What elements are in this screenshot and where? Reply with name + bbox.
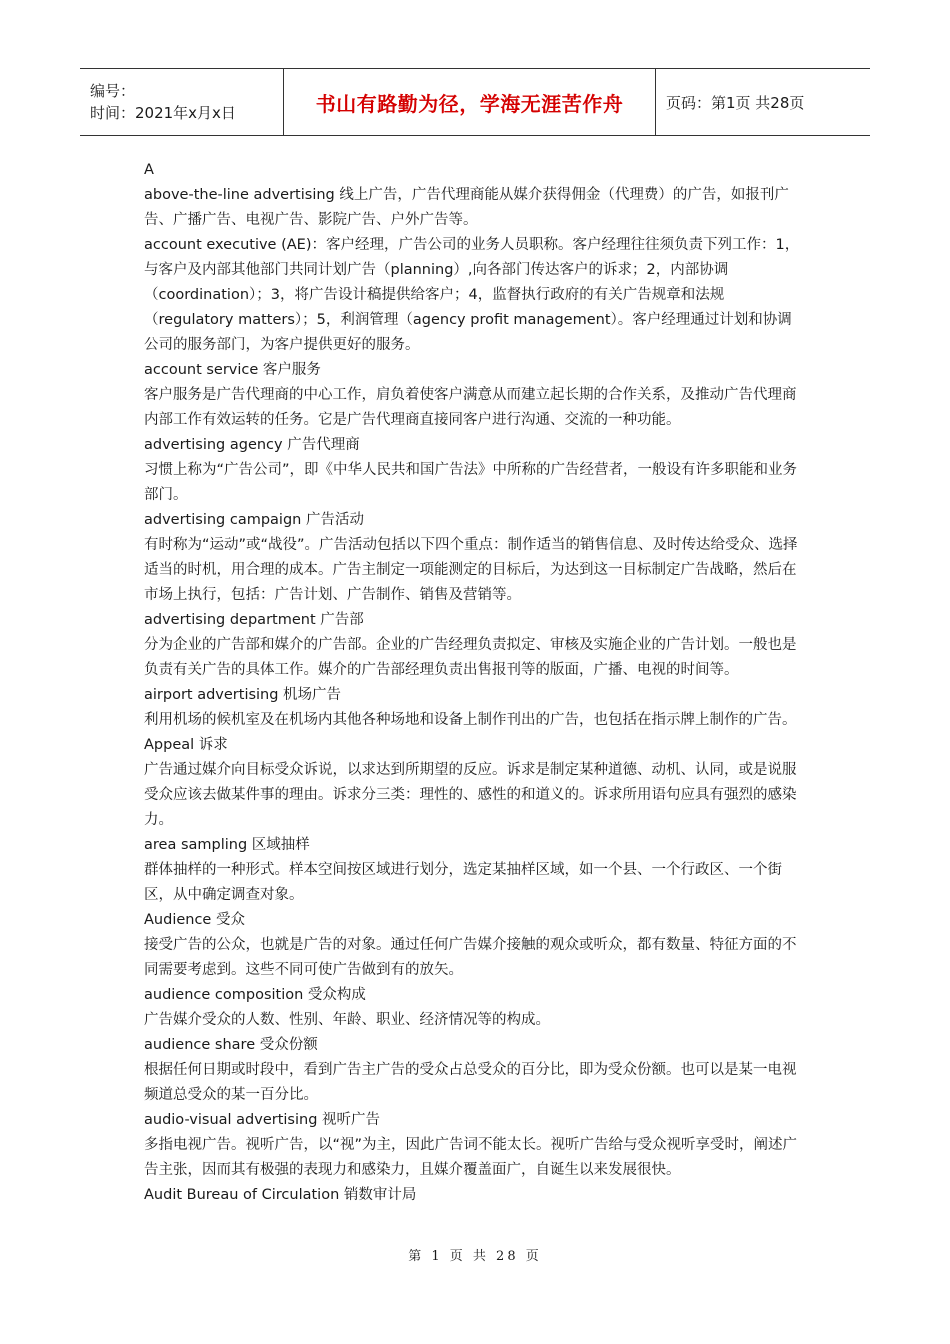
glossary-entry: 分为企业的广告部和媒介的广告部。企业的广告经理负责拟定、审核及实施企业的广告计划。一般也是负责有关广告的具体工作。媒介的广告部经理负责出售报刊等的版面，广播、电视的时间等。 xyxy=(144,637,797,678)
glossary-entry: airport advertising 机场广告 xyxy=(144,687,342,703)
glossary-entry: audio-visual advertising 视听广告 xyxy=(144,1112,381,1128)
header-page-info: 页码：第1页 共28页 xyxy=(666,93,805,112)
document-date-label: 时间：2021年x月x日 xyxy=(90,104,236,122)
glossary-entry: Appeal 诉求 xyxy=(144,737,228,753)
glossary-entry: Audit Bureau of Circulation 销数审计局 xyxy=(144,1187,417,1203)
page-footer: 第 1 页 共 28 页 xyxy=(408,1249,542,1264)
glossary-entry: 根据任何日期或时段中，看到广告主广告的受众占总受众的百分比，即为受众份额。也可以是某一电视频道总受众的某一百分比。 xyxy=(144,1062,797,1103)
glossary-entry: area sampling 区域抽样 xyxy=(144,837,310,853)
header-left-cell xyxy=(80,69,283,135)
glossary-entry: Audience 受众 xyxy=(144,912,245,928)
section-letter: A xyxy=(144,162,154,178)
glossary-entry: 有时称为“运动”或“战役”。广告活动包括以下四个重点：制作适当的销售信息、及时传达给受众、选择适当的时机，用合理的成本。广告主制定一项能测定的目标后，为达到这一目标制定广告战略，然后在市场上执行，包括：广告计划、广告制作、销售及营销等。 xyxy=(144,537,798,603)
glossary-entry: audience composition 受众构成 xyxy=(144,987,366,1003)
glossary-content xyxy=(144,158,804,1208)
glossary-entry: 客户服务是广告代理商的中心工作，肩负着使客户满意从而建立起长期的合作关系，及推动广告代理商内部工作有效运转的任务。它是广告代理商直接同客户进行沟通、交流的一种功能。 xyxy=(144,387,797,428)
glossary-entry: 多指电视广告。视听广告，以“视”为主，因此广告词不能太长。视听广告给与受众视听享受时，阐述广告主张，因而其有极强的表现力和感染力，且媒介覆盖面广，自诞生以来发展很快。 xyxy=(144,1137,798,1178)
document-number-label: 编号： xyxy=(90,82,136,100)
glossary-entry: 习惯上称为“广告公司”，即《中华人民共和国广告法》中所称的广告经营者，一般设有许多职能和业务部门。 xyxy=(144,462,798,503)
page-header xyxy=(80,68,870,136)
glossary-entry: 广告媒介受众的人数、性别、年龄、职业、经济情况等的构成。 xyxy=(144,1012,550,1028)
glossary-entry: 广告通过媒介向目标受众诉说，以求达到所期望的反应。诉求是制定某种道德、动机、认同，或是说服受众应该去做某件事的理由。诉求分三类：理性的、感性的和道义的。诉求所用语句应具有强烈的感染力。 xyxy=(144,762,797,828)
header-motto: 书山有路勤为径，学海无涯苦作舟 xyxy=(315,91,624,116)
glossary-entry: advertising department 广告部 xyxy=(144,612,364,628)
header-motto-cell xyxy=(283,69,656,135)
glossary-entry: account service 客户服务 xyxy=(144,362,321,378)
glossary-entry: advertising agency 广告代理商 xyxy=(144,437,360,453)
glossary-entry: advertising campaign 广告活动 xyxy=(144,512,364,528)
glossary-entry: account executive (AE)：客户经理，广告公司的业务人员职称。客户经理往往须负责下列工作：1，与客户及内部其他部门共同计划广告（planning）,向各部门传达客户的诉求；2，内部协调（coordination）；3，将广告设计稿提供给客户；4，监督执行政府的有关广告规章和法规（regulatory matters）；5，利润管理（agency profit management）。客户经理通过计划和协调公司的服务部门，为客户提供更好的服务。 xyxy=(144,237,800,353)
glossary-entry: 接受广告的公众，也就是广告的对象。通过任何广告媒介接触的观众或听众，都有数量、特征方面的不同需要考虑到。这些不同可使广告做到有的放矢。 xyxy=(144,937,797,978)
header-page-cell xyxy=(656,69,870,135)
glossary-entry: 利用机场的候机室及在机场内其他各种场地和设备上制作刊出的广告，也包括在指示牌上制作的广告。 xyxy=(144,712,797,728)
glossary-entry: audience share 受众份额 xyxy=(144,1037,318,1053)
glossary-entry: above-the-line advertising 线上广告，广告代理商能从媒介获得佣金（代理费）的广告，如报刊广告、广播广告、电视广告、影院广告、户外广告等。 xyxy=(144,187,789,228)
glossary-entry: 群体抽样的一种形式。样本空间按区域进行划分，选定某抽样区域，如一个县、一个行政区、一个街区，从中确定调查对象。 xyxy=(144,862,782,903)
